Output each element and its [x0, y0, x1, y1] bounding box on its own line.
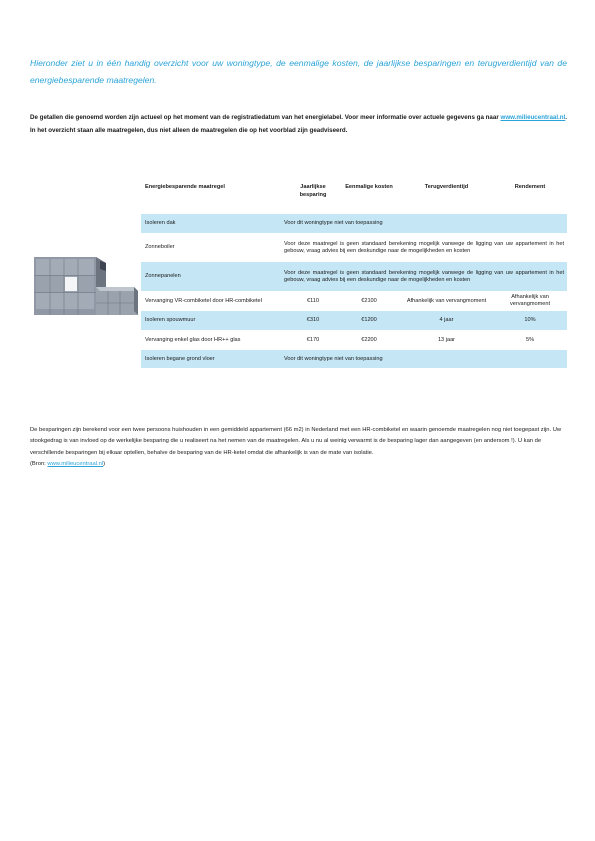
saving-cell: €170 — [306, 336, 320, 343]
payback-cell: 13 jaar — [437, 336, 456, 343]
header-measure: Energiebesparende maatregel — [145, 184, 225, 190]
info-text-before: De getallen die genoemd worden zijn actueel op het moment van de registratiedatum van het energielabel. Voor meer informatie over actuele gegevens ga naar — [30, 114, 501, 121]
cost-cell: €1200 — [361, 317, 377, 323]
info-text-after: . In het overzicht staan alle maatregelen, dus niet alleen de maatregelen die op het voorblad zijn geadviseerd. — [30, 114, 567, 134]
header-cost: Eenmalige kosten — [345, 184, 393, 190]
apartment-building-image — [34, 253, 138, 315]
header-yield: Rendement — [514, 184, 546, 190]
measures-table — [141, 180, 567, 368]
table-row — [141, 350, 567, 368]
header-payback: Terugverdientijd — [424, 184, 469, 190]
note-cell: Voor dit woningtype niet van toepassing — [284, 220, 383, 226]
measure-cell: Isoleren begane grond vloer — [145, 355, 215, 362]
table-row — [141, 262, 567, 291]
measure-cell: Zonneboiler — [145, 244, 175, 250]
table-header — [141, 180, 567, 214]
note-cell: Voor dit woningtype niet van toepassing — [284, 355, 383, 362]
table-row — [141, 291, 567, 311]
measure-cell: Zonnepanelen — [145, 273, 181, 279]
note-cell: Voor deze maatregel is geen standaard berekening mogelijk vanwege de ligging van uw appartement in het gebouw, vraag advies bij een deskundige naar de mogelijkheden en kosten — [284, 269, 564, 283]
measure-cell: Isoleren spouwmuur — [145, 317, 196, 323]
payback-cell: Afhankelijk van vervangmoment — [406, 297, 487, 304]
intro-text: Hieronder ziet u in één handig overzicht voor uw woningtype, de eenmalige kosten, de jaarlijkse besparingen en terugverdientijd van de energiebesparende maatregelen. — [30, 58, 567, 85]
table-row — [141, 311, 567, 330]
source-prefix: (Bron: — [30, 460, 48, 467]
table-row — [141, 233, 567, 262]
note-cell: Voor deze maatregel is geen standaard berekening mogelijk vanwege de ligging van uw appartement in het gebouw, vraag advies bij een deskundige naar de mogelijkheden en kosten — [284, 240, 564, 254]
milieucentraal-link[interactable]: www.milieucentraal.nl — [500, 114, 566, 121]
payback-cell: 4 jaar — [439, 317, 454, 323]
yield-cell: 5% — [525, 336, 535, 343]
footnote — [30, 425, 567, 470]
footnote-text: De besparingen zijn berekend voor een twee persoons huishouden in een gemiddeld appartement (66 m2) in Nederland met een HR-combiketel en waarin genoemde maatregelen nog niet toegepast zijn. Uw stookgedrag is van invloed op de werkelijke besparing die u realiseert na het nemen van de maatregelen. Als u nu al weinig verwarmt is de besparing lager dan aangegeven (en andersom !). U kan de verschillende besparingen bij elkaar optellen, behalve de besparing van de HR-ketel omdat die afhankelijk is van de mate van isolatie. — [30, 427, 562, 456]
table-row — [141, 214, 567, 233]
table-row — [141, 330, 567, 350]
yield-cell: 10% — [524, 317, 536, 323]
yield-cell: Afhankelijk van vervangmoment — [509, 294, 551, 307]
measure-cell: Vervanging enkel glas door HR++ glas — [145, 336, 241, 343]
saving-cell: €110 — [306, 297, 320, 304]
info-paragraph — [30, 111, 567, 137]
saving-cell: €310 — [306, 317, 320, 323]
header-saving: Jaarlijkse besparing — [299, 184, 327, 198]
cost-cell: €2100 — [361, 297, 377, 304]
source-link[interactable]: www.milieucentraal.nl — [47, 460, 104, 467]
cost-cell: €2200 — [361, 336, 377, 343]
measure-cell: Isoleren dak — [145, 220, 176, 226]
source-suffix: ) — [103, 460, 106, 467]
measure-cell: Vervanging VR-combiketel door HR-combiketel — [145, 297, 262, 304]
